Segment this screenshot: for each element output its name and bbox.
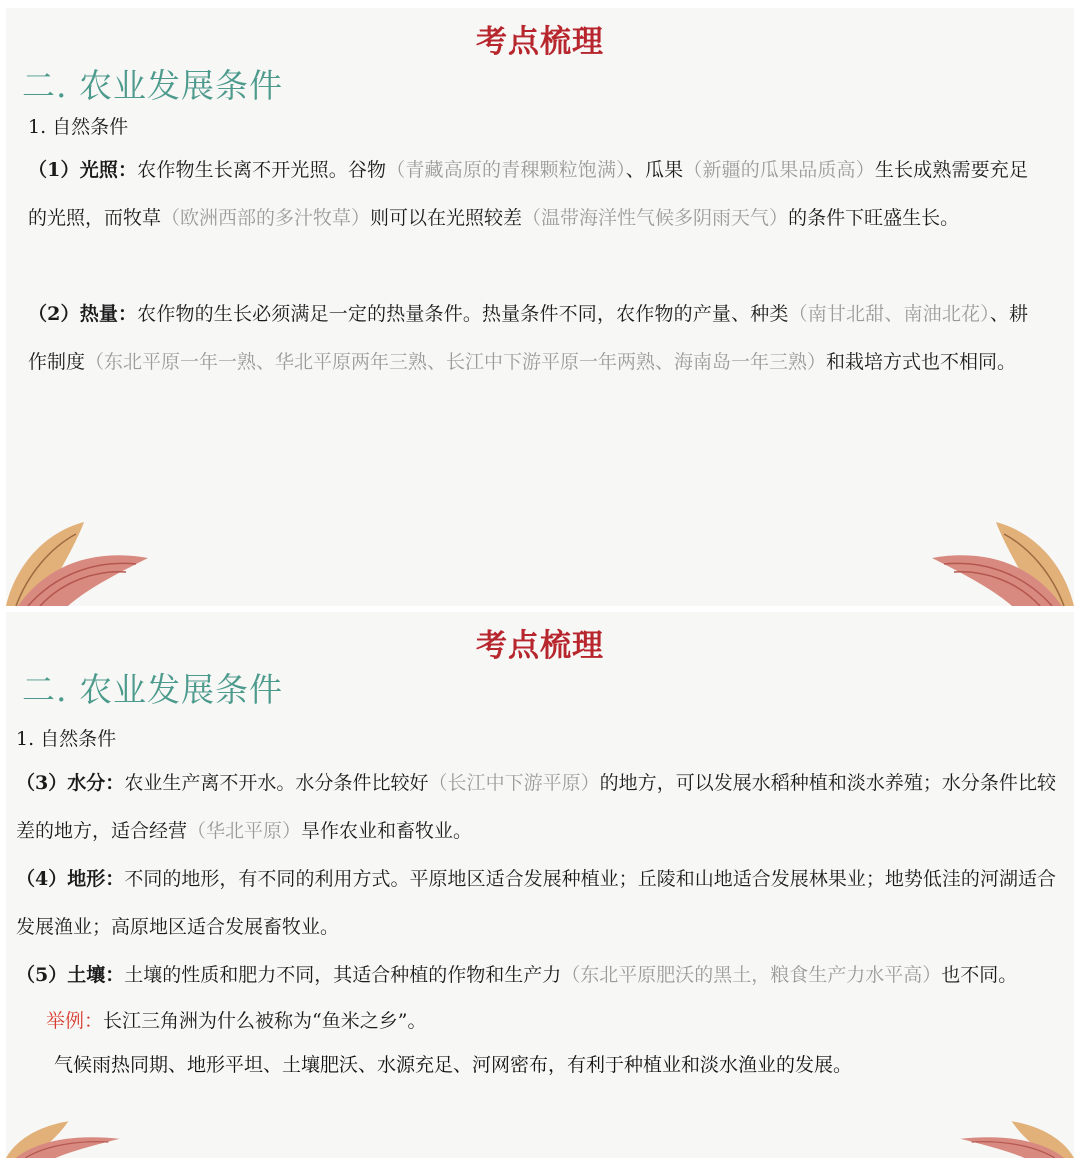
paragraph-label: （2）热量：	[28, 303, 138, 325]
section-heading: 二. 农业发展条件	[22, 66, 283, 105]
paragraph-terrain	[16, 855, 1056, 951]
example-text: （欧洲西部的多汁牧草）	[161, 207, 371, 229]
example-text: （东北平原肥沃的黑土，粮食生产力水平高）	[561, 964, 942, 986]
flower-ornament-icon	[6, 1118, 126, 1158]
text-run: 农作物生长离不开光照。谷物	[137, 159, 387, 181]
paragraph-label: （5）土壤：	[16, 964, 125, 986]
example-question-text: 长江三角洲为什么被称为“鱼米之乡”。	[103, 1010, 427, 1032]
text-run: 则可以在光照较差	[370, 207, 523, 229]
example-text: （东北平原一年一熟、华北平原两年三熟、长江中下游平原一年两熟、海南岛一年三熟）	[85, 351, 827, 373]
text-run: 的条件下旺盛生长。	[788, 207, 960, 229]
text-run: 也不同。	[941, 964, 1018, 986]
slide-1	[6, 8, 1074, 606]
example-text: （南甘北甜、南油北花）	[788, 303, 990, 325]
paragraph-heat	[28, 290, 1028, 386]
example-label: 举例：	[46, 1010, 104, 1032]
paragraph-label: （4）地形：	[16, 868, 125, 890]
text-run: 和栽培方式也不相同。	[826, 351, 1017, 373]
example-text: （温带海洋性气候多阴雨天气）	[522, 207, 789, 229]
paragraph-label: （1）光照：	[28, 159, 138, 181]
example-answer: 气候雨热同期、地形平坦、土壤肥沃、水源充足、河网密布，有利于种植业和淡水渔业的发展。	[54, 1054, 853, 1076]
text-run: 、瓜果	[625, 159, 684, 181]
example-text: （青藏高原的青稞颗粒饱满）	[386, 159, 626, 181]
section-heading: 二. 农业发展条件	[22, 670, 283, 709]
sub-heading: 1. 自然条件	[28, 116, 129, 138]
example-question	[46, 1006, 426, 1033]
text-run: 不同的地形，有不同的利用方式。平原地区适合发展种植业；丘陵和山地适合发展林果业；地势低洼的河湖适合发展渔业；高原地区适合发展畜牧业。	[16, 868, 1056, 938]
text-run: 的地方，可以发展水稻种植和淡水养殖；水分条件比较差的地方，适合经营	[16, 772, 1056, 842]
paragraph-label: （3）水分：	[16, 772, 125, 794]
text-run: 农作物的生长必须满足一定的热量条件。热量条件不同，农作物的产量、种类	[137, 303, 789, 325]
paragraph-light	[28, 146, 1028, 242]
sub-heading: 1. 自然条件	[16, 728, 117, 750]
text-run: 农业生产离不开水。水分条件比较好	[124, 772, 429, 794]
paragraph-soil	[16, 951, 1066, 999]
slide-title: 考点梳理	[476, 628, 604, 664]
text-run: 、耕作制度	[28, 303, 1028, 373]
slide-title: 考点梳理	[476, 24, 604, 60]
text-run: 旱作农业和畜牧业。	[301, 820, 473, 842]
flower-ornament-icon	[6, 514, 156, 606]
flower-ornament-icon	[924, 514, 1074, 606]
example-text: （长江中下游平原）	[428, 772, 600, 794]
slide-2	[6, 612, 1074, 1158]
text-run: 土壤的性质和肥力不同，其适合种植的作物和生产力	[124, 964, 562, 986]
example-text: （新疆的瓜果品质高）	[683, 159, 875, 181]
flower-ornament-icon	[954, 1118, 1074, 1158]
text-run: 生长成熟需要充足的光照，而牧草	[28, 159, 1028, 229]
paragraph-water	[16, 759, 1056, 855]
example-text: （华北平原）	[187, 820, 302, 842]
